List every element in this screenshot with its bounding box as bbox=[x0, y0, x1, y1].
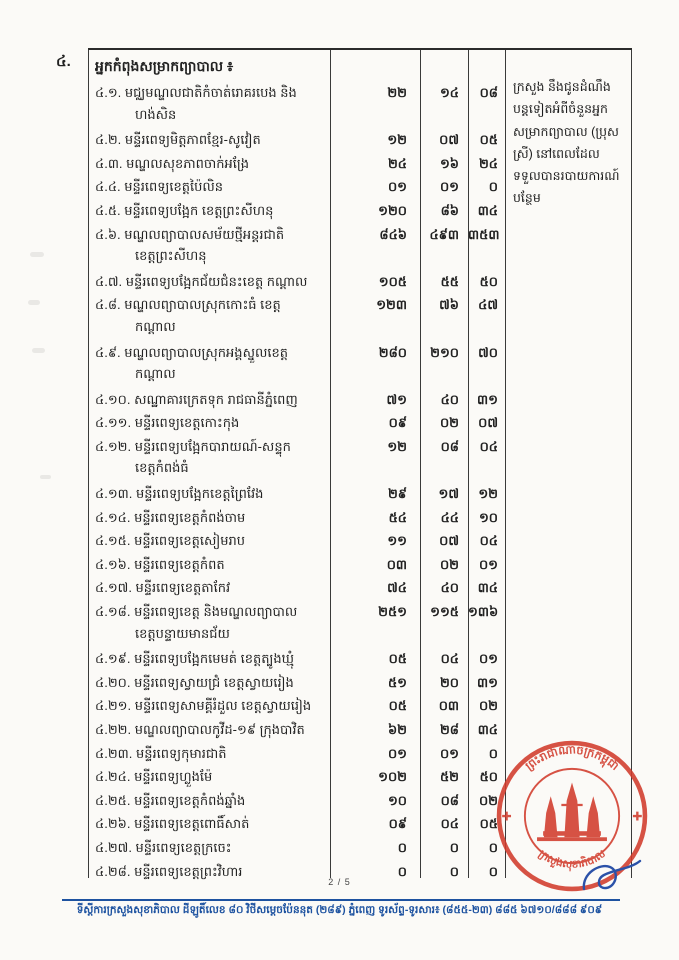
count-c3: ០២ bbox=[478, 792, 498, 808]
count-c2: ២០ bbox=[439, 674, 459, 690]
facility-label: ៤.២២. មណ្ឌលព្យាបាលកូវីដ-១៩ ក្រុងបាវិត bbox=[95, 722, 305, 738]
facility-label: ៤.២៣. មន្ទីរពេទ្យកុមារជាតិ bbox=[95, 745, 227, 761]
table-row bbox=[88, 788, 505, 812]
facility-label: ៤.២៨. មន្ទីរពេទ្យខេត្តព្រះវិហារ bbox=[95, 863, 243, 879]
letterhead-footer: ទីស្តីការក្រសួងសុខាភិបាល ដីឡូតិ៍លេខ ៨០ វិថីសម្តេចប៉ែននុត (២៨៩) ភ្នំពេញ ទូរស័ព្ទ-ទូរសារ៖ (៨៥៥-២៣) ៨៨៥ ៦៧១០/៨៨៨ ៩០៩ bbox=[76, 904, 603, 916]
stamp-bottom-text: ក្រសួងសុខាភិបាល bbox=[536, 847, 608, 871]
count-c2: ៤០ bbox=[440, 580, 459, 596]
count-c1: ២៤ bbox=[387, 155, 407, 171]
count-c3: ៣១ bbox=[477, 391, 498, 407]
count-c2: ៥៥ bbox=[440, 273, 459, 289]
count-c3: ៣៤ bbox=[477, 722, 498, 738]
facility-label: ៤.១៩. មន្ទីរពេទ្យបង្អែកមេមត់ ខេត្តត្បូងឃ្មុំ bbox=[95, 651, 294, 667]
facility-label-line2: ហង់សិន bbox=[135, 106, 177, 122]
table-row bbox=[88, 387, 505, 411]
count-c2: ០១ bbox=[439, 745, 459, 761]
facility-label: ៤.២១. មន្ទីរពេទ្យសាមគ្គីរំដួល ខេត្តស្វាយរៀង bbox=[95, 698, 312, 714]
table-row bbox=[88, 741, 505, 765]
table-row bbox=[88, 835, 505, 859]
count-c1: ០១ bbox=[387, 179, 407, 195]
count-c3: ៥០ bbox=[479, 769, 498, 785]
table-row bbox=[88, 599, 505, 646]
page-indicator: 2 / 5 bbox=[328, 877, 351, 887]
table-row bbox=[88, 198, 505, 222]
count-c2: ១៤ bbox=[439, 85, 459, 100]
count-c3: ២៤ bbox=[478, 155, 498, 171]
count-c2: ១៦ bbox=[439, 155, 459, 171]
facility-label-line2: កណ្ដាល bbox=[135, 318, 176, 334]
table-row bbox=[88, 528, 505, 552]
count-c2: ០៤ bbox=[440, 816, 459, 832]
scan-smudge bbox=[28, 300, 40, 305]
facility-label: ៤.១៦. មន្ទីរពេទ្យខេត្តកំពត bbox=[95, 556, 225, 572]
count-c2: ០ bbox=[449, 840, 459, 855]
scan-smudge bbox=[40, 475, 51, 479]
count-c2: ០២ bbox=[439, 556, 459, 572]
count-c1: ៦២ bbox=[387, 722, 407, 738]
count-c3: ៣៤ bbox=[477, 202, 498, 218]
count-c2: ៨៦ bbox=[440, 202, 459, 218]
count-c1: ៧៤ bbox=[387, 580, 407, 596]
count-c1: ២៩ bbox=[387, 486, 407, 502]
count-c1: ២៨០ bbox=[378, 344, 407, 360]
count-c1: ៥១ bbox=[387, 674, 407, 690]
facility-label: ៤.៨. មណ្ឌលព្យាបាលស្រុកកោះធំ ខេត្ត កណ្ដាល bbox=[88, 292, 330, 337]
facility-label: ៤.១១. មន្ទីរពេទ្យខេត្តកោះកុង bbox=[95, 415, 240, 431]
table-row bbox=[88, 505, 505, 529]
table-rows bbox=[88, 50, 505, 882]
facility-label: ៤.៩. មណ្ឌលព្យាបាលស្រុកអង្គស្នួលខេត្ត កណ្ដាល bbox=[88, 340, 330, 385]
table-row bbox=[88, 174, 505, 198]
table-row bbox=[88, 151, 505, 175]
count-c2: ៤៩៣ bbox=[429, 226, 459, 242]
count-c2: ០៤ bbox=[440, 651, 459, 667]
count-c1: ១០២ bbox=[378, 769, 407, 785]
facility-label: ៤.១២. មន្ទីរពេទ្យបង្អែកបារាយណ៍-សន្ទុក ខេត្តកំពង់ធំ bbox=[88, 434, 330, 479]
table-row bbox=[88, 340, 505, 387]
count-c1: ០៥ bbox=[388, 651, 407, 667]
facility-label: ៤.២៦. មន្ទីរពេទ្យខេត្តពោធិ៍សាត់ bbox=[95, 816, 250, 832]
count-c2: ០៨ bbox=[440, 438, 459, 454]
stamp-top-text: ព្រះរាជាណាចក្រកម្ពុជា bbox=[523, 744, 621, 773]
facility-label: ៤.១. មជ្ឈមណ្ឌលជាតិកំចាត់រោគរបេង និង ហង់សិន bbox=[88, 80, 330, 125]
count-c1: ០ bbox=[397, 863, 407, 879]
count-c3: ០៧ bbox=[478, 415, 498, 431]
count-c2: ១១៥ bbox=[430, 604, 459, 620]
table-row bbox=[88, 717, 505, 741]
count-c2: ០៧ bbox=[439, 132, 459, 148]
count-c3: ១២ bbox=[478, 486, 498, 502]
facility-label: ៤.១៣. មន្ទីរពេទ្យបង្អែកខេត្តព្រៃវែង bbox=[95, 486, 264, 502]
count-c1: ០៩ bbox=[388, 816, 407, 832]
table-row bbox=[88, 222, 505, 269]
table-row bbox=[88, 127, 505, 151]
count-c3: ៣១ bbox=[477, 674, 498, 690]
count-c2: ០១ bbox=[439, 179, 459, 195]
table-row bbox=[88, 410, 505, 434]
count-c2: ២៨ bbox=[439, 722, 459, 738]
table-row bbox=[88, 811, 505, 835]
table-row bbox=[88, 269, 505, 293]
ministry-side-note: ក្រសួង នឹងជូនដំណឹងបន្តទៀតអំពីចំនួនអ្នកសម្រាកព្យាបាល (ប្រុស ស្រី) នៅពេលដែលទទួលបានរបាយការណ៍បន្ថែម bbox=[513, 80, 620, 206]
signature-mark bbox=[578, 855, 644, 905]
count-c1: ១២ bbox=[387, 132, 407, 148]
count-c1: ០៥ bbox=[388, 698, 407, 714]
count-c2: ១៧ bbox=[438, 486, 459, 502]
count-c3: ៣៥៣ bbox=[468, 226, 500, 242]
count-c1: ០១ bbox=[387, 745, 407, 761]
count-c3: ០ bbox=[488, 863, 498, 879]
count-c2: ២១០ bbox=[430, 344, 459, 360]
facility-label: ៤.១៨. មន្ទីរពេទ្យខេត្ត និងមណ្ឌលព្យាបាល ខេត្តបន្ទាយមានជ័យ bbox=[88, 599, 330, 644]
facility-label: ៤.៤. មន្ទីរពេទ្យខេត្តប៉ៃលិន bbox=[95, 179, 224, 195]
count-c3: ៥០ bbox=[479, 273, 498, 289]
facility-label: ៤.៦. មណ្ឌលព្យាបាលសម័យថ្មីអន្តរជាតិ ខេត្តព្រះសីហនុ bbox=[88, 222, 330, 267]
count-c3: ៧០ bbox=[478, 344, 498, 360]
facility-label-line2: ខេត្តបន្ទាយមានជ័យ bbox=[135, 625, 230, 641]
facility-label: ៤.៣. មណ្ឌលសុខភាពចាក់អង្រែ bbox=[95, 155, 250, 171]
count-c1: ៥៤ bbox=[388, 509, 407, 525]
table-row bbox=[88, 481, 505, 505]
section-title: អ្នកកំពុងសម្រាកព្យាបាល ៖ bbox=[95, 58, 234, 74]
count-c2: ៥២ bbox=[439, 769, 459, 785]
facility-label: ៤.២. មន្ទីរពេទ្យមិត្តភាពខ្មែរ-សូវៀត bbox=[95, 132, 261, 148]
count-c1: ១០៥ bbox=[378, 273, 407, 289]
table-row bbox=[88, 764, 505, 788]
count-c1: ១២០ bbox=[378, 202, 407, 218]
count-c3: ០៤ bbox=[479, 438, 498, 454]
count-c1: ១២៣ bbox=[376, 297, 407, 313]
count-c3: ០៤ bbox=[479, 533, 498, 549]
count-c3: ០២ bbox=[478, 698, 498, 714]
facility-label: ៤.១៧. មន្ទីរពេទ្យខេត្តតាកែវ bbox=[95, 580, 231, 596]
count-c2: ០៧ bbox=[439, 533, 459, 549]
count-c2: ៧៦ bbox=[439, 297, 459, 313]
count-c3: ០១ bbox=[478, 556, 498, 572]
stamp-cross-right-icon: ✚ bbox=[632, 809, 643, 824]
facility-label: ៤.១៥. មន្ទីរពេទ្យខេត្តសៀមរាប bbox=[95, 533, 245, 549]
facility-label-line2: ខេត្តព្រះសីហនុ bbox=[135, 248, 207, 264]
count-c3: ០៥ bbox=[479, 132, 498, 148]
count-c3: ០៥ bbox=[479, 816, 498, 832]
facility-label: ៤.២៥. មន្ទីរពេទ្យខេត្តកំពង់ឆ្នាំង bbox=[95, 792, 246, 808]
facility-label: ៤.៥. មន្ទីរពេទ្យបង្អែក ខេត្តព្រះសីហនុ bbox=[95, 202, 274, 218]
count-c1: ២២ bbox=[387, 85, 407, 100]
table-header-row bbox=[88, 50, 505, 80]
scan-smudge bbox=[30, 252, 44, 257]
count-c1: ២៥១ bbox=[378, 604, 407, 620]
count-c2: ០៨ bbox=[440, 792, 459, 808]
scan-smudge bbox=[32, 348, 45, 353]
count-c1: ០៩ bbox=[388, 415, 407, 431]
count-c1: ០ bbox=[397, 840, 407, 855]
facility-label: ៤.១០. សណ្ឋាគារក្រេតទុក រាជធានីភ្នំពេញ bbox=[95, 391, 298, 407]
table-row bbox=[88, 552, 505, 576]
angkor-wat-icon bbox=[537, 783, 607, 842]
count-c1: ១១ bbox=[387, 533, 407, 549]
count-c2: ៤៤ bbox=[440, 509, 459, 525]
facility-label: ៤.២៤. មន្ទីរពេទ្យហ្លួងម៉ែ bbox=[95, 769, 213, 785]
count-c3: ០ bbox=[488, 840, 498, 855]
count-c3: ០ bbox=[488, 179, 498, 195]
stamp-cross-left-icon: ✚ bbox=[501, 809, 512, 824]
count-c2: ០៣ bbox=[438, 698, 459, 714]
facility-label: ៤.២០. មន្ទីរពេទ្យស្វាយជ្រំ ខេត្តស្វាយរៀង bbox=[95, 674, 294, 690]
count-c3: ៣៤ bbox=[477, 580, 498, 596]
count-c2: ៤០ bbox=[440, 391, 459, 407]
section-number: ៤. bbox=[56, 53, 71, 70]
count-c1: ៨៤៦ bbox=[379, 226, 407, 242]
table-row bbox=[88, 693, 505, 717]
table-row bbox=[88, 292, 505, 339]
facility-label-line2: ខេត្តកំពង់ធំ bbox=[135, 460, 189, 476]
table-row bbox=[88, 434, 505, 481]
table-row bbox=[88, 80, 505, 127]
table-row bbox=[88, 575, 505, 599]
count-c1: ០៣ bbox=[386, 556, 407, 572]
footer-divider bbox=[62, 899, 620, 901]
count-c3: ០៨ bbox=[479, 85, 498, 100]
facility-label: ៤.៧. មន្ទីរពេទ្យបង្អែកជ័យជំនះខេត្ត កណ្ដាល bbox=[95, 273, 308, 289]
table-row bbox=[88, 646, 505, 670]
count-c3: ០១ bbox=[478, 651, 498, 667]
count-c1: ១២ bbox=[387, 438, 407, 454]
count-c3: ៤៧ bbox=[478, 297, 498, 313]
facility-label-line2: កណ្ដាល bbox=[135, 366, 176, 382]
count-c3: ១០ bbox=[478, 509, 498, 525]
facility-label: ៤.១៤. មន្ទីរពេទ្យខេត្តកំពង់ចាម bbox=[95, 509, 246, 525]
count-c1: ១០ bbox=[387, 792, 407, 808]
count-c1: ៧១ bbox=[386, 391, 407, 407]
count-c2: ០២ bbox=[439, 415, 459, 431]
count-c3: ០ bbox=[488, 745, 498, 761]
count-c2: ០ bbox=[449, 863, 459, 879]
facility-label: ៤.២៧. មន្ទីរពេទ្យខេត្តក្រចេះ bbox=[95, 840, 232, 855]
table-row bbox=[88, 670, 505, 694]
count-c3: ១៣៦ bbox=[468, 604, 499, 620]
